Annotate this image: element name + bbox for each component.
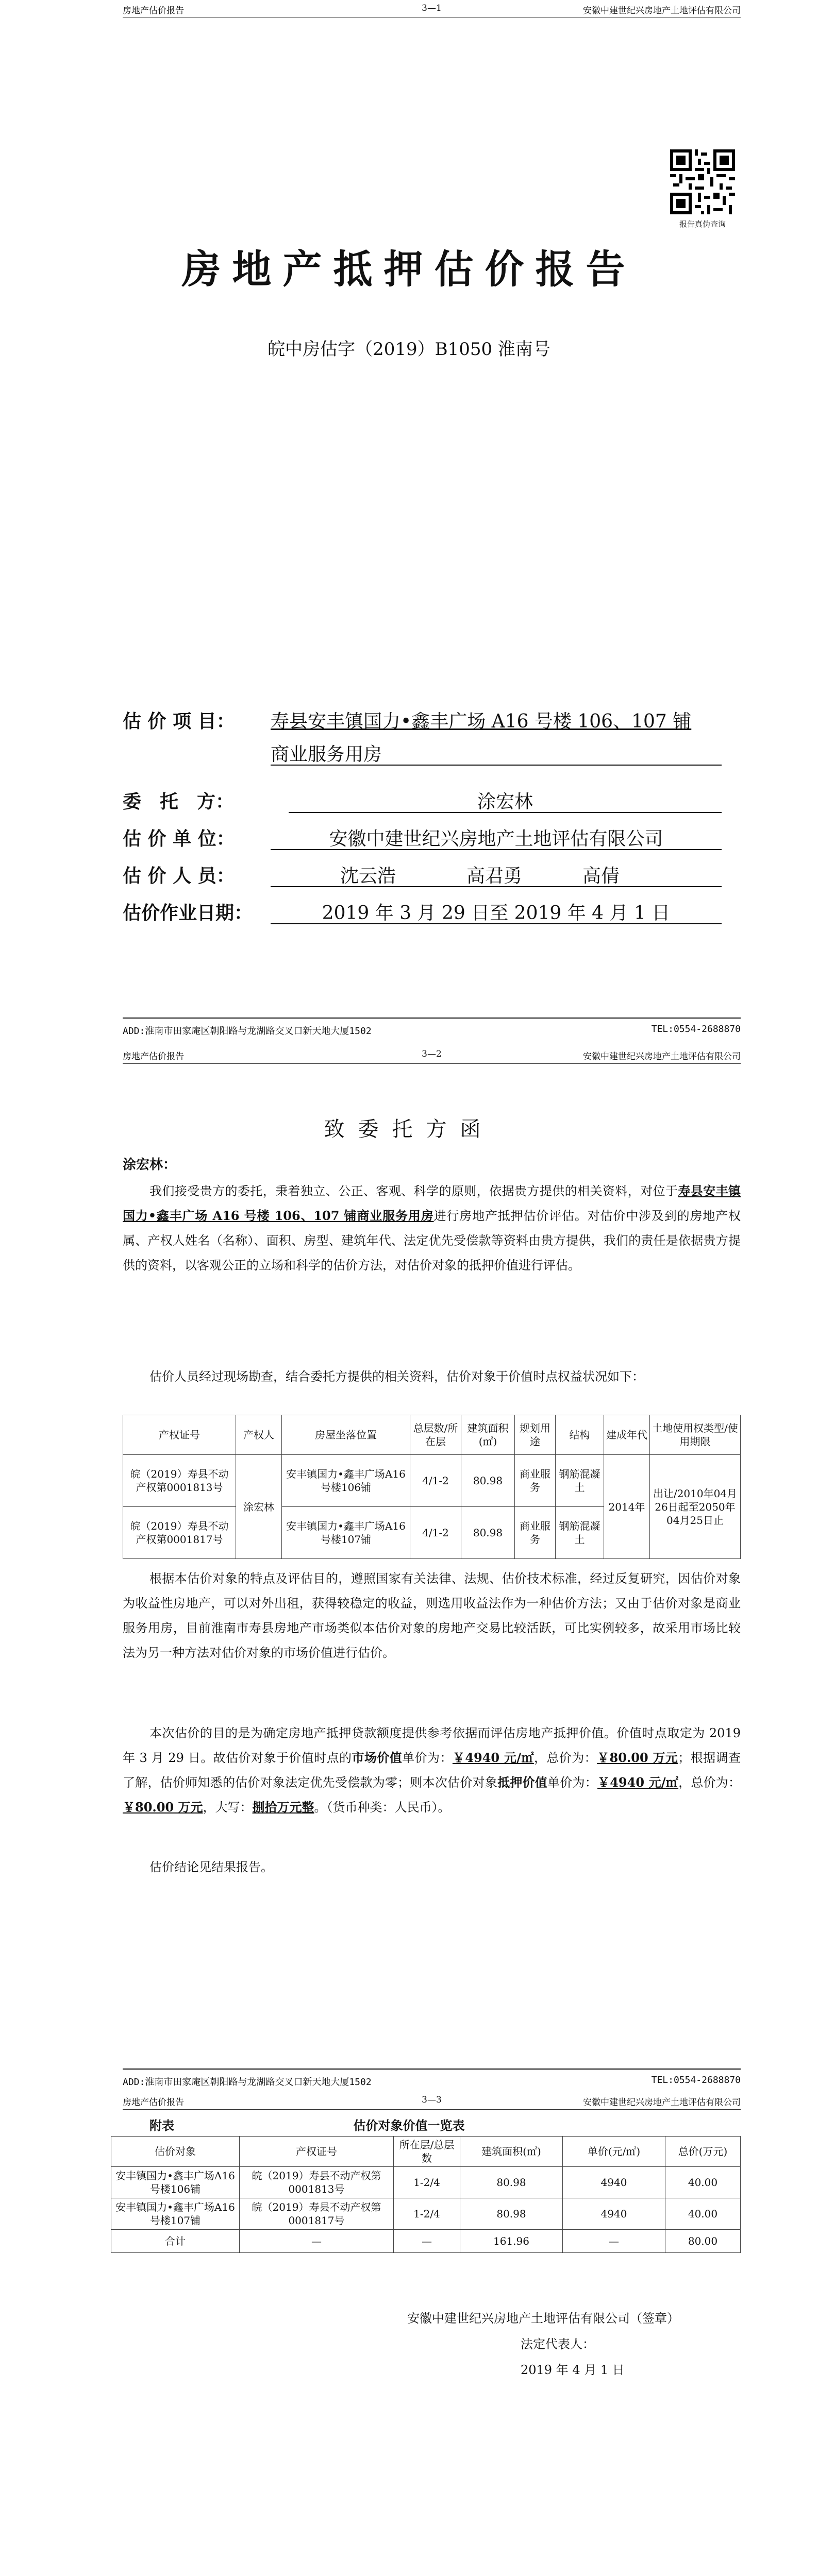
sign-date: 2019 年 4 月 1 日	[521, 2363, 625, 2377]
page-header	[123, 1046, 741, 1064]
annex-page	[0, 2092, 818, 2576]
table-row: 皖（2019）寿县不动产权第0001817号 安丰镇国力•鑫丰广场A16号楼107铺 4/1-2 80.98 商业服务 钢筋混凝土	[123, 1507, 741, 1559]
amount-in-words: 捌拾万元整	[252, 1800, 314, 1815]
qr-code-icon[interactable]	[670, 149, 735, 214]
persons-label: 估 价 人 员：	[123, 865, 235, 887]
project-underline	[271, 765, 722, 766]
header-right: 安徽中建世纪兴房地产土地评估有限公司	[583, 6, 741, 16]
header-left: 房地产估价报告	[123, 1052, 184, 1062]
qr-caption: 报告真伪查询	[679, 219, 726, 229]
owner-cell: 涂宏林	[236, 1455, 282, 1559]
header-page-number: 3—2	[422, 1049, 442, 1059]
table-header-row	[123, 1415, 741, 1455]
header-left: 房地产估价报告	[123, 6, 184, 16]
table-row: 皖（2019）寿县不动产权第0001813号 涂宏林 安丰镇国力•鑫丰广场A16号楼106铺 4/1-2 80.98 商业服务 钢筋混凝土 2014年 出让/2010年04月26日起至2050年04月25日止	[123, 1455, 741, 1507]
cover-page	[0, 0, 818, 1046]
th-floors: 总层数/所在层	[410, 1415, 461, 1455]
header-page-number: 3—1	[422, 3, 442, 13]
date-value: 2019 年 3 月 29 日至 2019 年 4 月 1 日	[322, 903, 671, 924]
person-2: 高君勇	[466, 866, 523, 887]
th-land: 土地使用权类型/使用期限	[650, 1415, 741, 1455]
letter-title: 致委托方函	[324, 1117, 494, 1141]
company-signature: 安徽中建世纪兴房地产土地评估有限公司（签章）	[407, 2311, 679, 2326]
footer-tel: TEL:0554-2688870	[651, 2075, 741, 2086]
table-row: 安丰镇国力•鑫丰广场A16号楼107铺 皖（2019）寿县不动产权第0001817号 1-2/4 80.98 4940 40.00	[111, 2198, 741, 2230]
letter-paragraph-5: 估价结论见结果报告。	[149, 1860, 273, 1874]
client-underline	[289, 812, 722, 813]
footer-tel: TEL:0554-2688870	[651, 1024, 741, 1035]
letter-paragraph-1: 我们接受贵方的委托，秉着独立、公正、客观、科学的原则，依据贵方提供的相关资料，对位于寿县安丰镇国力•鑫丰广场 A16 号楼 106、107 铺商业服务用房进行房地产抵押估价评估。对估价中涉及到的房地产权属、产权人姓名（名称）、面积、房型、建筑年代、法定优先受偿款等资料由贵方提供，我们的责任是依据贵方提供的资料，以客观公正的立场和科学的估价方法，对估价对象的抵押价值进行评估。	[123, 1183, 741, 1273]
header-right: 安徽中建世纪兴房地产土地评估有限公司	[583, 2097, 741, 2108]
th-cert: 产权证号	[123, 1415, 236, 1455]
mortgage-total-price: ￥80.00 万元	[123, 1800, 203, 1815]
project-value-line2: 商业服务用房	[271, 744, 382, 765]
letter-paragraph-2: 估价人员经过现场勘查，结合委托方提供的相关资料，估价对象于价值时点权益状况如下：	[149, 1369, 644, 1384]
header-left: 房地产估价报告	[123, 2097, 184, 2108]
appraiser-underline	[271, 849, 722, 850]
client-label: 委 托 方：	[123, 791, 235, 812]
th-owner: 产权人	[236, 1415, 282, 1455]
table-row: 安丰镇国力•鑫丰广场A16号楼106铺 皖（2019）寿县不动产权第0001813号 1-2/4 80.98 4940 40.00	[111, 2167, 741, 2198]
client-value: 涂宏林	[477, 791, 533, 812]
footer-address: ADD:淮南市田家庵区朝阳路与龙湖路交叉口新天地大厦1502	[123, 1026, 372, 1037]
legal-representative: 法定代表人：	[521, 2337, 595, 2351]
th-structure: 结构	[556, 1415, 604, 1455]
footer-address: ADD:淮南市田家庵区朝阳路与龙湖路交叉口新天地大厦1502	[123, 2077, 372, 2088]
persons-underline	[271, 886, 722, 887]
valuation-summary-table	[111, 2136, 741, 2253]
table-total-row: 合计 — — 161.96 — 80.00	[111, 2230, 741, 2253]
date-label: 估价作业日期：	[123, 902, 253, 924]
year-cell: 2014年	[604, 1455, 650, 1559]
page-footer	[123, 2068, 741, 2090]
project-label: 估 价 项 目：	[123, 710, 235, 732]
letter-paragraph-4: 本次估价的目的是为确定房地产抵押贷款额度提供参考依据而评估房地产抵押价值。价值时点取定为 2019 年 3 月 29 日。故估价对象于价值时点的市场价值单价为：￥4940 元/㎡，总价为：￥80.00 万元；根据调查了解，估价师知悉的估价对象法定优先受偿款为零；则本次估价对象抵押价值单价为：￥4940 元/㎡，总价为：￥80.00 万元，大写：捌拾万元整。（货币种类：人民币）。	[123, 1726, 741, 1815]
property-status-table	[123, 1415, 741, 1559]
project-value-line1: 寿县安丰镇国力•鑫丰广场 A16 号楼 106、107 铺	[271, 711, 692, 732]
th-use: 规划用途	[515, 1415, 556, 1455]
annex-title: 估价对象价值一览表	[353, 2118, 465, 2133]
page-header	[123, 2092, 741, 2110]
appraiser-value: 安徽中建世纪兴房地产土地评估有限公司	[329, 828, 663, 850]
person-3: 高倩	[582, 866, 620, 887]
market-unit-price: ￥4940 元/㎡	[452, 1750, 534, 1765]
date-underline	[271, 923, 722, 924]
letter-page	[0, 1046, 818, 2092]
th-location: 房屋坐落位置	[282, 1415, 410, 1455]
header-right: 安徽中建世纪兴房地产土地评估有限公司	[583, 1052, 741, 1062]
th-year: 建成年代	[604, 1415, 650, 1455]
property-name: 寿县安丰镇国力•鑫丰广场 A16 号楼 106、107 铺商业服务用房	[123, 1183, 741, 1223]
page-header	[123, 0, 741, 18]
report-title: 房地产抵押估价报告	[181, 246, 637, 292]
market-total-price: ￥80.00 万元	[597, 1750, 678, 1765]
report-number: 皖中房估字（2019）B1050 淮南号	[268, 339, 550, 360]
th-area: 建筑面积(㎡)	[461, 1415, 515, 1455]
land-use-cell: 出让/2010年04月26日起至2050年04月25日止	[650, 1455, 741, 1559]
letter-salutation: 涂宏林：	[123, 1157, 177, 1173]
header-page-number: 3—3	[422, 2095, 442, 2105]
person-1: 沈云浩	[340, 866, 396, 887]
annex-label: 附表	[149, 2118, 174, 2133]
page-footer	[123, 1017, 741, 1039]
mortgage-unit-price: ￥4940 元/㎡	[597, 1775, 679, 1790]
letter-paragraph-3: 根据本估价对象的特点及评估目的，遵照国家有关法律、法规、估价技术标准，经过反复研究，因估价对象为收益性房地产，可以对外出租，获得较稳定的收益，则选用收益法作为一种估价方法；又由于估价对象是商业服务用房，目前淮南市寿县房地产市场类似本估价对象的房地产交易比较活跃，可比实例较多，故采用市场比较法为另一种方法对估价对象的市场价值进行估价。	[123, 1571, 741, 1660]
appraiser-label: 估 价 单 位：	[123, 828, 235, 850]
table-header-row: 估价对象 产权证号 所在层/总层数 建筑面积(㎡) 单价(元/㎡) 总价(万元)	[111, 2137, 741, 2167]
